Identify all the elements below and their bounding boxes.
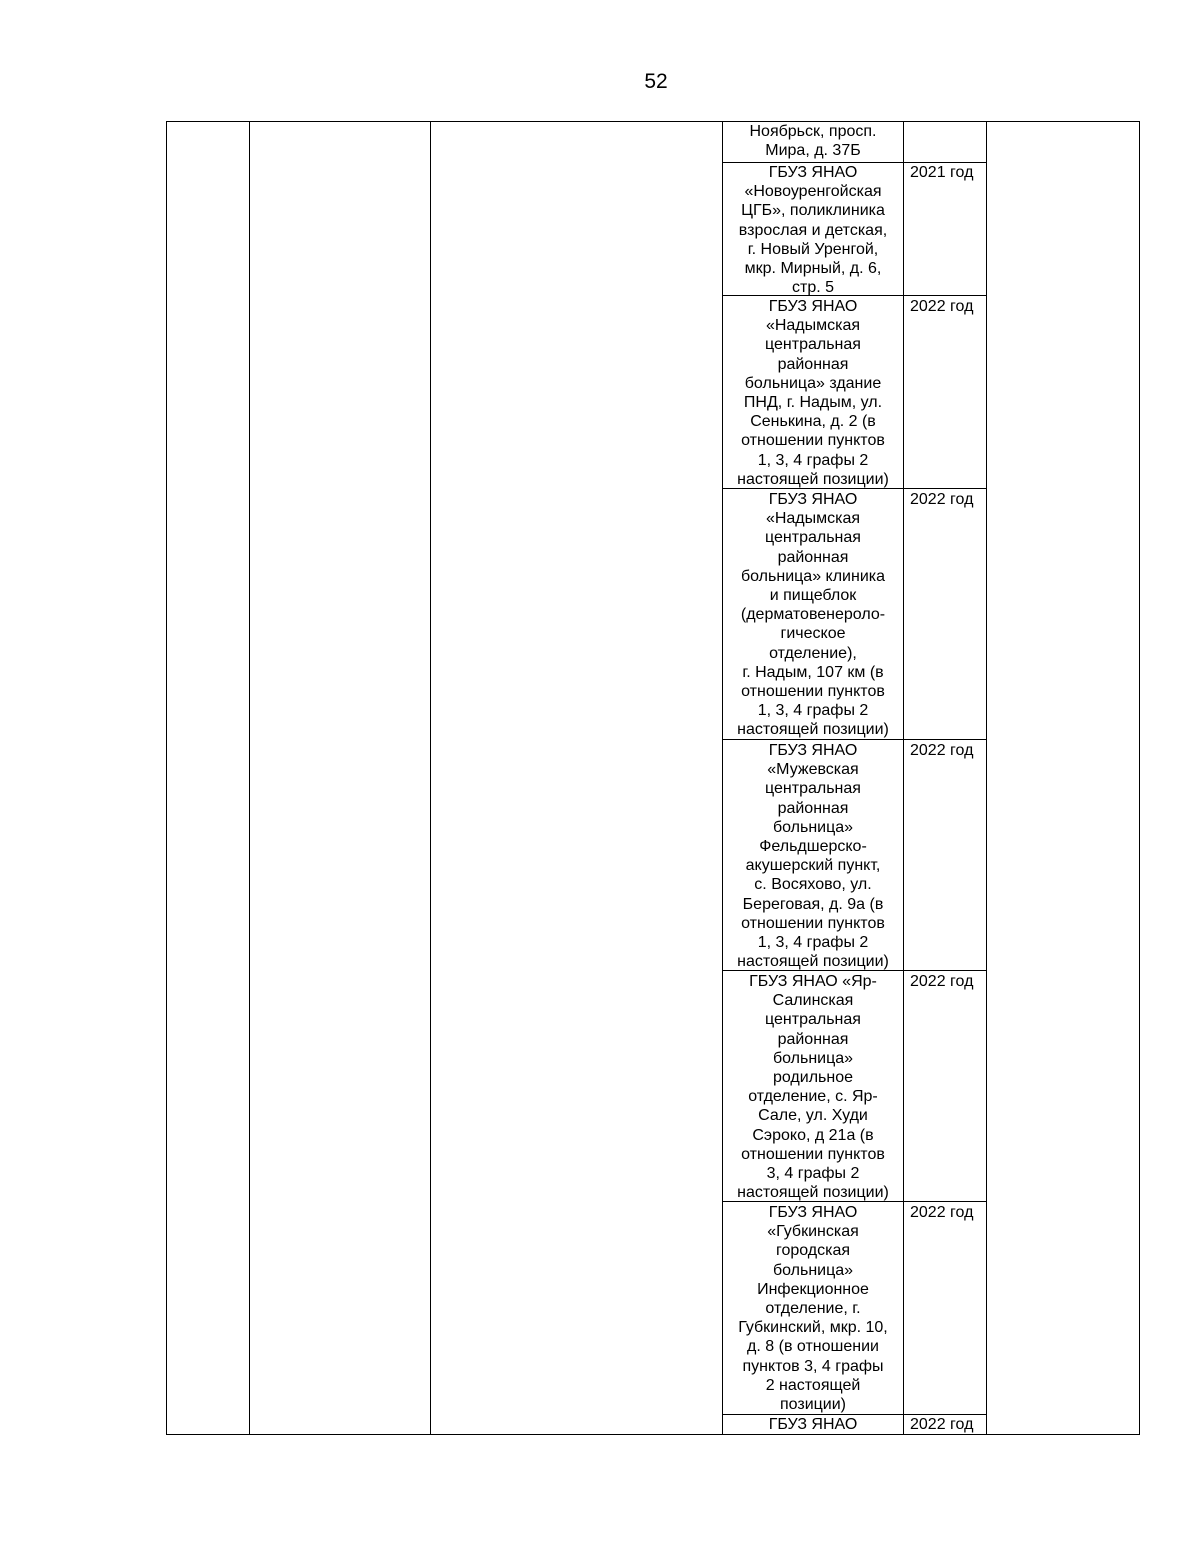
column-border	[430, 121, 431, 1435]
table-row-year: 2022 год	[910, 298, 974, 315]
table-top-border	[166, 121, 1140, 122]
column-border	[249, 121, 250, 1435]
table-row-year: 2021 год	[910, 164, 974, 181]
table-row-address: Ноябрьск, просп. Мира, д. 37Б	[749, 123, 877, 160]
table-row-address: ГБУЗ ЯНАО	[768, 1416, 858, 1433]
column-border	[166, 121, 167, 1435]
table-row-year: 2022 год	[910, 1204, 974, 1221]
table-bottom-border	[166, 1434, 1140, 1435]
table-row-address: ГБУЗ ЯНАО «Надымская центральная районная больница» здание ПНД, г. Надым, ул. Сенькина, д. 2 (в отношении пунктов 1, 3, 4 графы 2 настоящей позиции)	[737, 298, 889, 488]
page-number: 52	[644, 70, 668, 93]
table-row-address: ГБУЗ ЯНАО «Яр- Салинская центральная районная больница» родильное отделение, с. Яр- Сале, ул. Худи Сэроко, д 21а (в отношении пунктов 3, 4 графы 2 настоящей позиции)	[737, 973, 889, 1202]
column-border	[986, 121, 987, 1435]
table-row-address: ГБУЗ ЯНАО «Мужевская центральная районная больница» Фельдшерско- акушерский пункт, с. Восяхово, ул. Береговая, д. 9а (в отношении пунктов 1, 3, 4 графы 2 настоящей позиции)	[737, 742, 889, 971]
table-row-year: 2022 год	[910, 491, 974, 508]
table-row-address: ГБУЗ ЯНАО «Новоуренгойская ЦГБ», поликлиника взрослая и детская, г. Новый Уренгой, мкр. Мирный, д. 6, стр. 5	[738, 164, 888, 297]
table-row-year: 2022 год	[910, 973, 974, 990]
table-row-year: 2022 год	[910, 1416, 974, 1433]
table-row-address: ГБУЗ ЯНАО «Губкинская городская больница» Инфекционное отделение, г. Губкинский, мкр. 10, д. 8 (в отношении пунктов 3, 4 графы 2 настоящей позиции)	[738, 1204, 888, 1414]
column-border	[1139, 121, 1140, 1435]
column-border	[903, 121, 904, 1435]
table-row-address: ГБУЗ ЯНАО «Надымская центральная районная больница» клиника и пищеблок (дерматовенероло- гическое отделение), г. Надым, 107 км (в отношении пунктов 1, 3, 4 графы 2 настоящей позиции)	[737, 491, 889, 739]
table-row-year: 2022 год	[910, 742, 974, 759]
